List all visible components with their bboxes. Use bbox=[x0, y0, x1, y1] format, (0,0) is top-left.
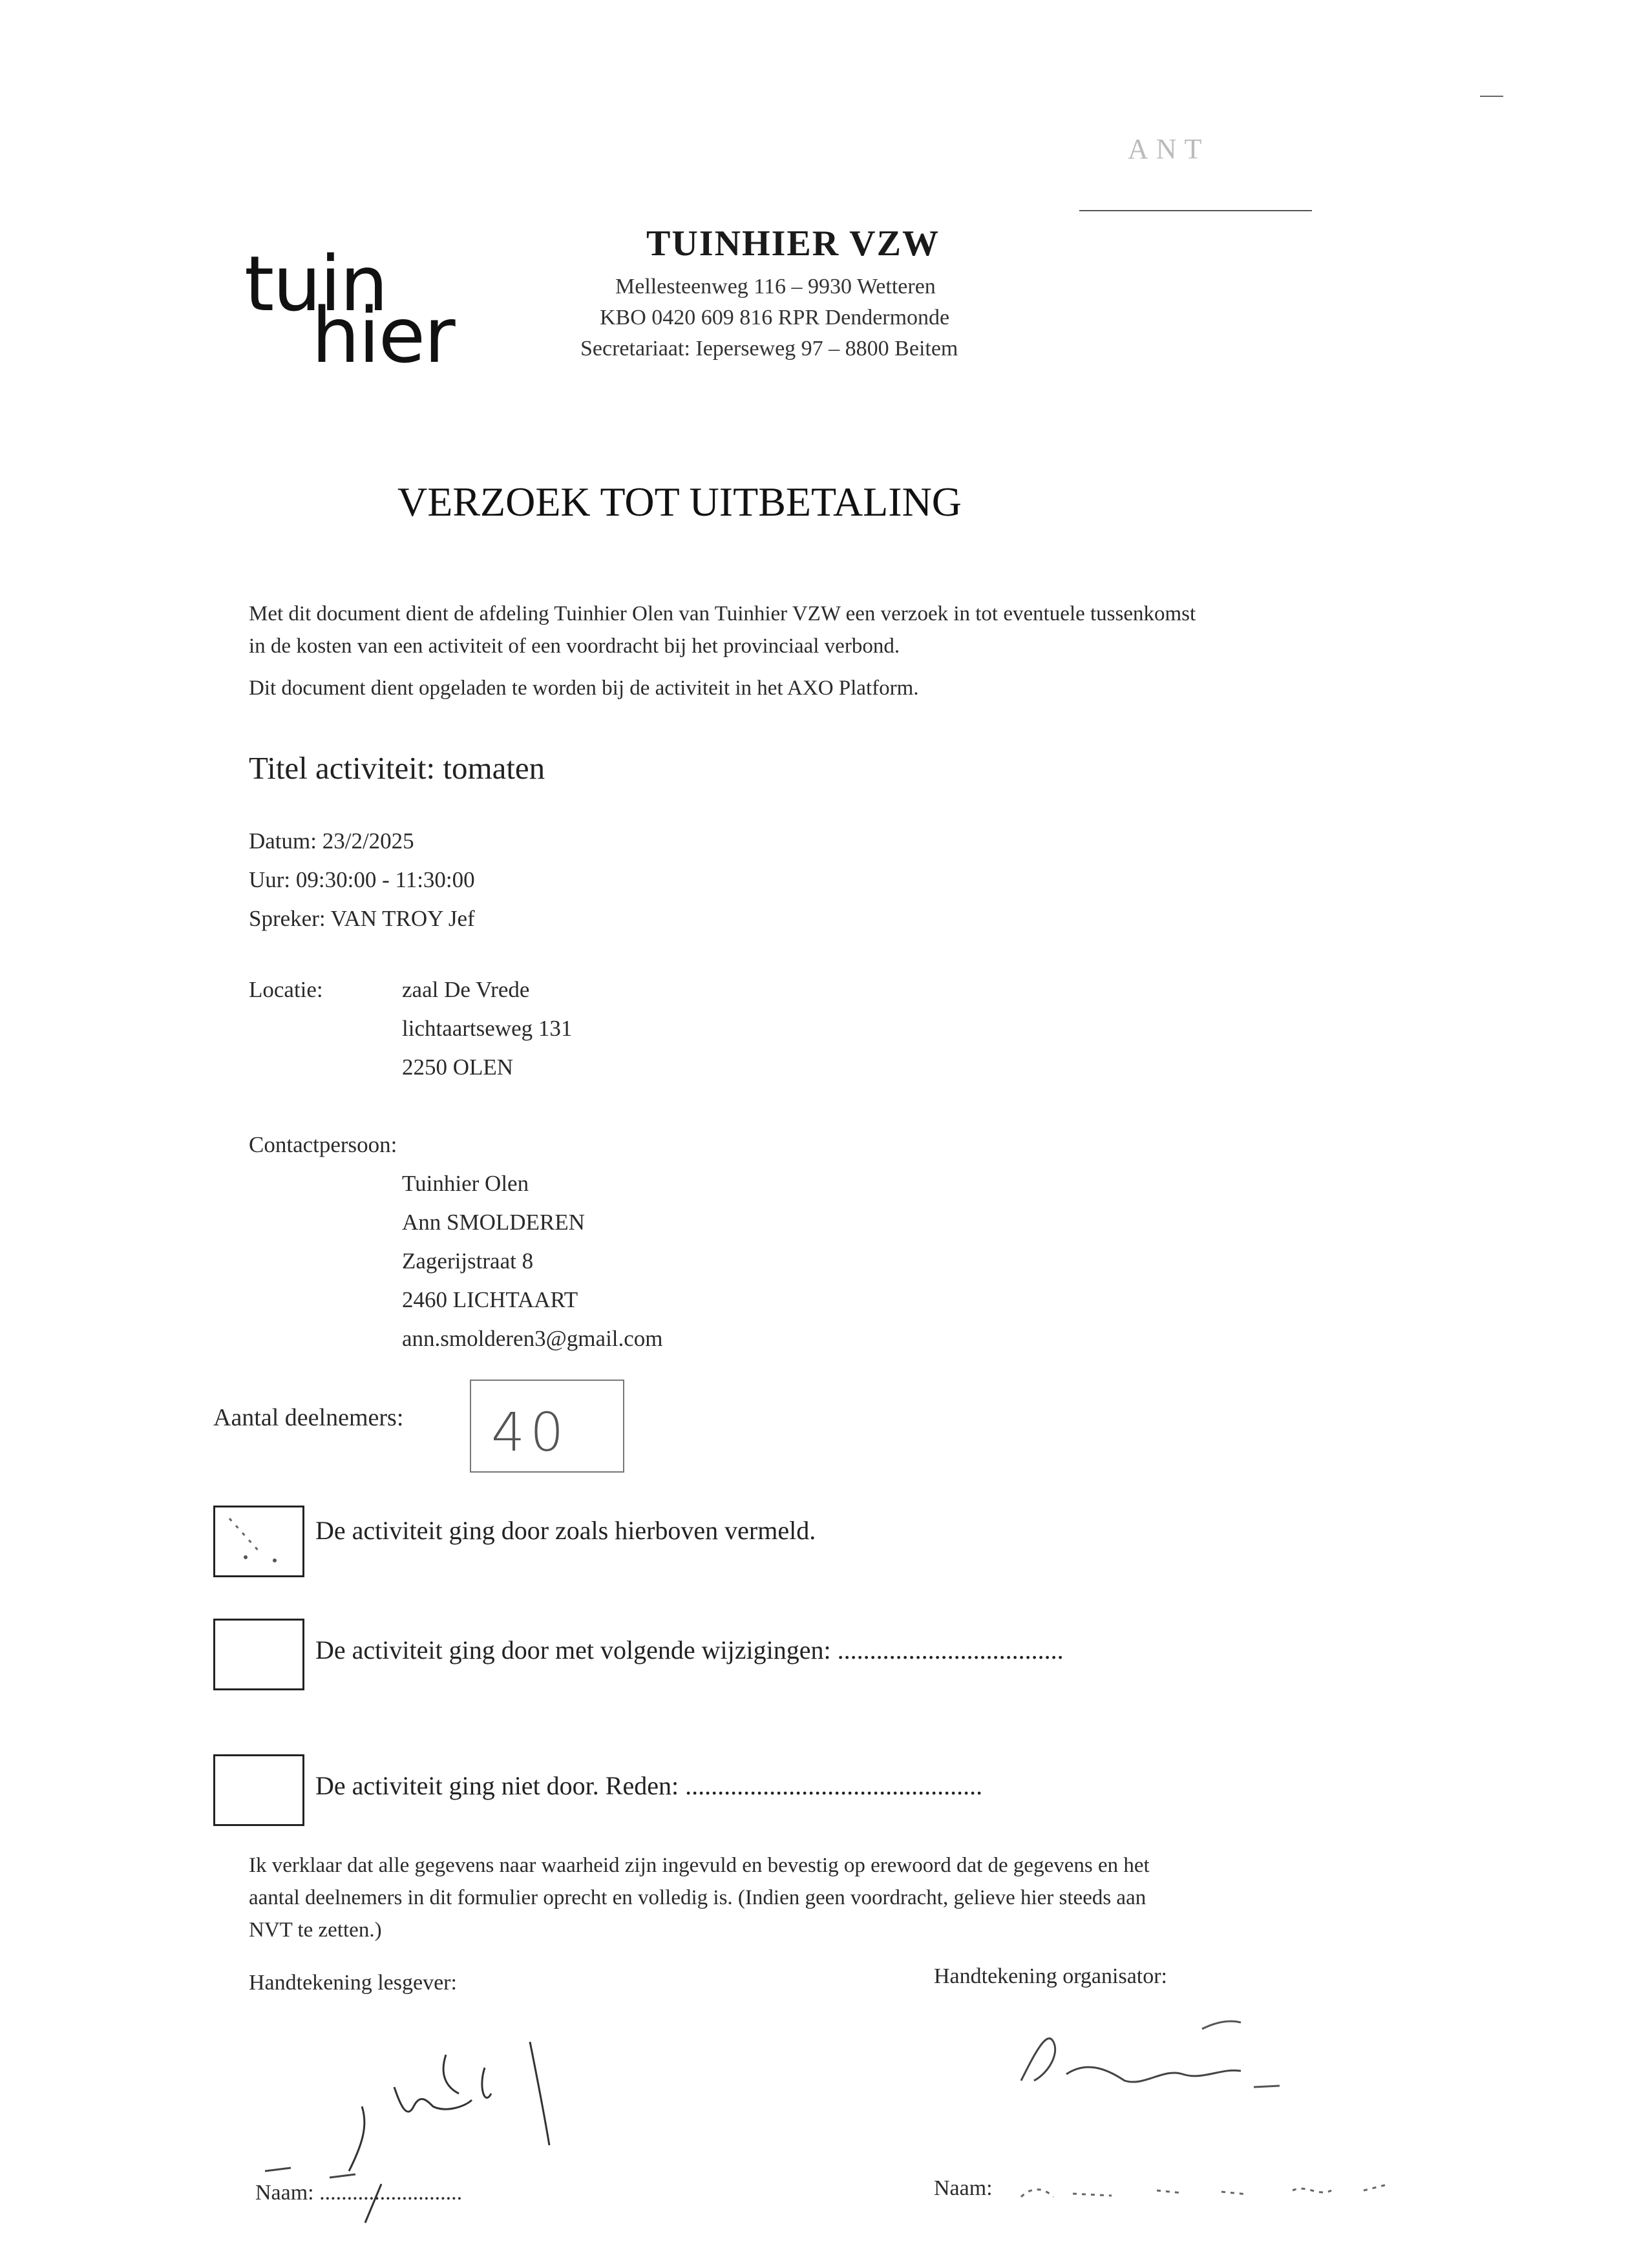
check-mark-icon bbox=[223, 1512, 288, 1570]
stamp-text: ANT bbox=[1128, 133, 1210, 165]
contact-label: Contactpersoon: bbox=[249, 1132, 397, 1157]
corner-mark bbox=[1480, 96, 1503, 97]
naam-left: Naam: .......................... bbox=[255, 2181, 463, 2205]
option-text-3: De activiteit ging niet door. Reden: .............................................. bbox=[315, 1771, 983, 1800]
activity-time: Uur: 09:30:00 - 11:30:00 bbox=[249, 867, 475, 892]
org-address: Mellesteenweg 116 – 9930 Wetteren bbox=[615, 275, 936, 299]
signature-lesgever-image bbox=[252, 1977, 614, 2210]
intro-line2: in de kosten van een activiteit of een voordracht bij het provinciaal verbond. bbox=[249, 635, 900, 658]
option-text-2: De activiteit ging door met volgende wijzigingen: ................................... bbox=[315, 1635, 1064, 1664]
declaration-line1: Ik verklaar dat alle gegevens naar waarheid zijn ingevuld en bevestig op erewoord dat de gegevens en het bbox=[249, 1854, 1150, 1877]
contact-line2: Ann SMOLDEREN bbox=[402, 1210, 585, 1235]
signature-lesgever-label: Handtekening lesgever: bbox=[249, 1971, 457, 1995]
participants-label: Aantal deelnemers: bbox=[213, 1404, 404, 1431]
signature-organisator-label: Handtekening organisator: bbox=[934, 1964, 1168, 1988]
location-label: Locatie: bbox=[249, 977, 323, 1002]
option-checkbox-3[interactable] bbox=[213, 1754, 304, 1826]
org-secretariaat: Secretariaat: Ieperseweg 97 – 8800 Beitem bbox=[580, 337, 958, 361]
contact-line4: 2460 LICHTAART bbox=[402, 1287, 578, 1312]
logo-line1: tuin bbox=[244, 239, 387, 328]
contact-line3: Zagerijstraat 8 bbox=[402, 1248, 534, 1274]
location-line1: zaal De Vrede bbox=[402, 977, 530, 1002]
naam-right: Naam: bbox=[934, 2176, 993, 2200]
page-title: VERZOEK TOT UITBETALING bbox=[397, 479, 962, 525]
org-name: TUINHIER VZW bbox=[646, 224, 940, 264]
contact-line1: Tuinhier Olen bbox=[402, 1171, 529, 1196]
declaration-line2: aantal deelnemers in dit formulier oprecht en volledig is. (Indien geen voordracht, gelieve hier steeds aan bbox=[249, 1886, 1146, 1909]
option-text-1: De activiteit ging door zoals hierboven vermeld. bbox=[315, 1516, 816, 1545]
participants-value: 40 bbox=[491, 1402, 569, 1464]
activity-title: Titel activiteit: tomaten bbox=[249, 750, 545, 786]
org-kbo: KBO 0420 609 816 RPR Dendermonde bbox=[600, 306, 950, 330]
activity-date: Datum: 23/2/2025 bbox=[249, 828, 414, 854]
intro-line3: Dit document dient opgeladen te worden bij de activiteit in het AXO Platform. bbox=[249, 677, 919, 700]
logo-line2: hier bbox=[312, 291, 454, 380]
intro-line1: Met dit document dient de afdeling Tuinhier Olen van Tuinhier VZW een verzoek in tot eventuele tussenkomst bbox=[249, 602, 1196, 625]
signature-organisator-image bbox=[1008, 1990, 1293, 2119]
naam-right-scribble bbox=[1015, 2171, 1402, 2210]
declaration-line3: NVT te zetten.) bbox=[249, 1918, 382, 1942]
activity-speaker: Spreker: VAN TROY Jef bbox=[249, 906, 475, 931]
location-line3: 2250 OLEN bbox=[402, 1055, 514, 1080]
location-line2: lichtaartseweg 131 bbox=[402, 1016, 573, 1041]
option-checkbox-2[interactable] bbox=[213, 1619, 304, 1690]
contact-email: ann.smolderen3@gmail.com bbox=[402, 1326, 663, 1351]
stamp-underline bbox=[1079, 210, 1312, 211]
